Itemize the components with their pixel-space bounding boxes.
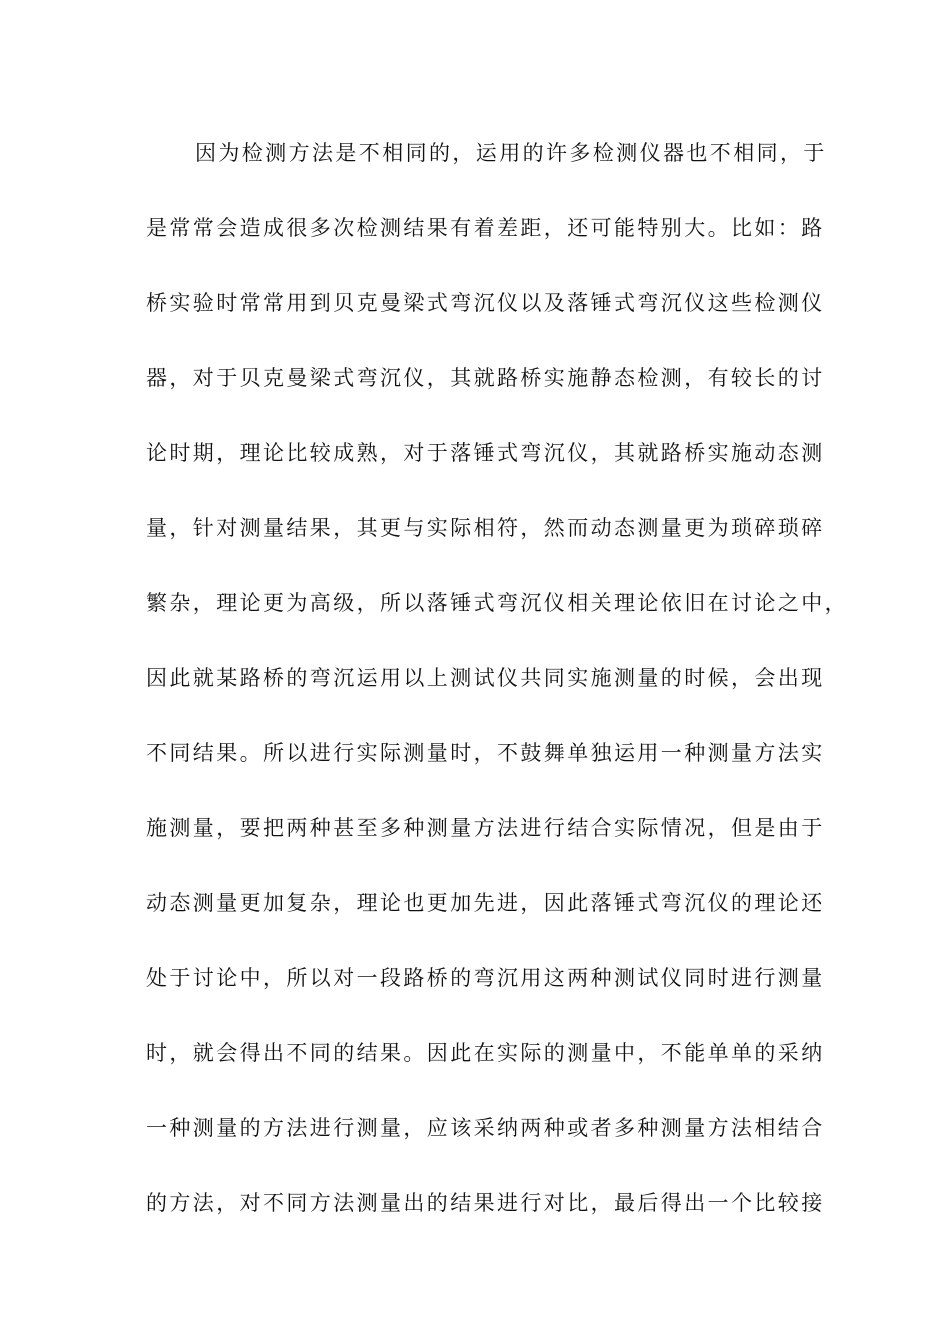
paragraph-line: 论时期，理论比较成熟，对于落锤式弯沉仪，其就路桥实施动态测 [146,441,825,465]
paragraph-line: 施测量，要把两种甚至多种测量方法进行结合实际情况，但是由于 [146,816,825,840]
paragraph-line: 因此就某路桥的弯沉运用以上测试仪共同实施测量的时候，会出现 [146,666,825,690]
paragraph-line: 时，就会得出不同的结果。因此在实际的测量中，不能单单的采纳 [146,1041,825,1065]
paragraph-line: 动态测量更加复杂，理论也更加先进，因此落锤式弯沉仪的理论还 [146,891,825,915]
paragraph-line: 一种测量的方法进行测量，应该采纳两种或者多种测量方法相结合 [146,1116,825,1140]
paragraph-line: 的方法，对不同方法测量出的结果进行对比，最后得出一个比较接 [146,1191,825,1215]
body-paragraph [146,134,848,1259]
paragraph-line: 是常常会造成很多次检测结果有着差距，还可能特别大。比如：路 [146,216,825,240]
paragraph-line: 繁杂，理论更为高级，所以落锤式弯沉仪相关理论依旧在讨论之中， [146,591,848,615]
paragraph-line: 器，对于贝克曼梁式弯沉仪，其就路桥实施静态检测，有较长的讨 [146,366,825,390]
paragraph-line: 量，针对测量结果，其更与实际相符，然而动态测量更为琐碎琐碎 [146,516,825,540]
paragraph-line: 不同结果。所以进行实际测量时，不鼓舞单独运用一种测量方法实 [146,741,825,765]
paragraph-line: 处于讨论中，所以对一段路桥的弯沉用这两种测试仪同时进行测量 [146,966,825,990]
paragraph-line: 桥实验时常常用到贝克曼梁式弯沉仪以及落锤式弯沉仪这些检测仪 [146,291,825,315]
paragraph-line: 因为检测方法是不相同的，运用的许多检测仪器也不相同，于 [195,141,827,165]
